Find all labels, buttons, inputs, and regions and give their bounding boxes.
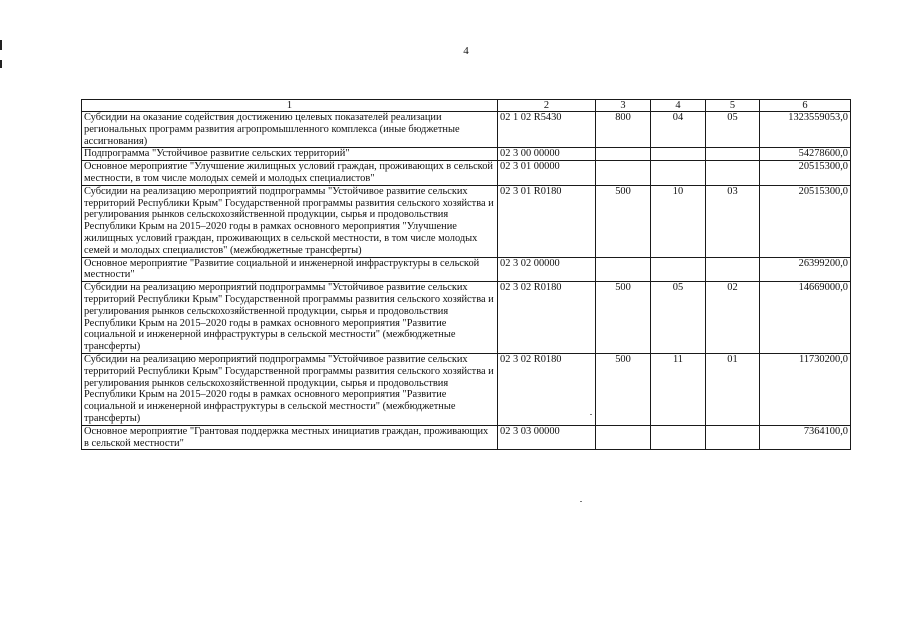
row-subsection: 05 [706, 112, 760, 148]
row-expense-type [596, 425, 651, 450]
row-expense-type [596, 257, 651, 282]
row-name: Основное мероприятие "Развитие социальной и инженерной инфраструктуры в сельской местности" [82, 257, 498, 282]
row-amount: 54278600,0 [760, 148, 851, 161]
row-expense-type: 500 [596, 353, 651, 425]
column-header: 1 [82, 100, 498, 112]
row-code: 02 1 02 R5430 [498, 112, 596, 148]
column-header: 2 [498, 100, 596, 112]
row-section [651, 161, 706, 186]
row-name: Основное мероприятие "Грантовая поддержка местных инициатив граждан, проживающих в сельской местности" [82, 425, 498, 450]
row-name: Субсидии на реализацию мероприятий подпрограммы "Устойчивое развитие сельских территорий Республики Крым" Государственной программы развития сельского хозяйства и регулирования рынков сельскохозяйственной продукции, сырья и продовольствия Республики Крым на 2015–2020 годы в рамках основного мероприятия "Развитие социальной и инженерной инфраструктуры в сельской местности" (межбюджетные трансферты) [82, 282, 498, 354]
row-amount: 14669000,0 [760, 282, 851, 354]
table-row [82, 161, 851, 186]
column-header: 3 [596, 100, 651, 112]
table-row [82, 425, 851, 450]
row-name: Основное мероприятие "Улучшение жилищных условий граждан, проживающих в сельской местности, в том числе молодых семей и молодых специалистов" [82, 161, 498, 186]
row-section: 04 [651, 112, 706, 148]
row-amount: 11730200,0 [760, 353, 851, 425]
row-amount: 26399200,0 [760, 257, 851, 282]
row-name: Субсидии на реализацию мероприятий подпрограммы "Устойчивое развитие сельских территорий Республики Крым" Государственной программы развития сельского хозяйства и регулирования рынков сельскохозяйственной продукции, сырья и продовольствия Республики Крым на 2015–2020 годы в рамках основного мероприятия "Улучшение жилищных условий граждан, проживающих в сельской местности, в том числе молодых семей и молодых специалистов" (межбюджетные трансферты) [82, 185, 498, 257]
column-header: 4 [651, 100, 706, 112]
scan-speck [580, 501, 582, 502]
row-name: Субсидии на реализацию мероприятий подпрограммы "Устойчивое развитие сельских территорий Республики Крым" Государственной программы развития сельского хозяйства и регулирования рынков сельскохозяйственной продукции, сырья и продовольствия Республики Крым на 2015–2020 годы в рамках основного мероприятия "Развитие социальной и инженерной инфраструктуры в сельской местности" (межбюджетные трансферты) [82, 353, 498, 425]
row-expense-type [596, 161, 651, 186]
table-row [82, 257, 851, 282]
row-subsection: 01 [706, 353, 760, 425]
table-row [82, 185, 851, 257]
row-expense-type: 500 [596, 282, 651, 354]
table-row [82, 148, 851, 161]
row-subsection: 03 [706, 185, 760, 257]
row-expense-type [596, 148, 651, 161]
row-expense-type: 800 [596, 112, 651, 148]
row-subsection [706, 257, 760, 282]
row-section [651, 148, 706, 161]
row-name: Субсидии на оказание содействия достижению целевых показателей реализации региональных программ развития агропромышленного комплекса (иные бюджетные ассигнования) [82, 112, 498, 148]
column-header: 5 [706, 100, 760, 112]
row-expense-type: 500 [596, 185, 651, 257]
row-subsection [706, 148, 760, 161]
row-section: 11 [651, 353, 706, 425]
row-code: 02 3 02 00000 [498, 257, 596, 282]
row-amount: 20515300,0 [760, 161, 851, 186]
row-subsection [706, 161, 760, 186]
scan-margin-mark [0, 60, 2, 68]
row-section: 05 [651, 282, 706, 354]
table-row [82, 282, 851, 354]
budget-table [81, 99, 851, 450]
row-code: 02 3 02 R0180 [498, 353, 596, 425]
row-code: 02 3 01 00000 [498, 161, 596, 186]
row-name: Подпрограмма "Устойчивое развитие сельских территорий" [82, 148, 498, 161]
row-subsection [706, 425, 760, 450]
row-code: 02 3 01 R0180 [498, 185, 596, 257]
table-row [82, 112, 851, 148]
row-section: 10 [651, 185, 706, 257]
row-amount: 20515300,0 [760, 185, 851, 257]
row-code: 02 3 00 00000 [498, 148, 596, 161]
row-amount: 1323559053,0 [760, 112, 851, 148]
scan-margin-mark [0, 40, 2, 50]
row-amount: 7364100,0 [760, 425, 851, 450]
page-number: 4 [463, 45, 469, 57]
row-code: 02 3 03 00000 [498, 425, 596, 450]
row-subsection: 02 [706, 282, 760, 354]
row-section [651, 425, 706, 450]
column-header: 6 [760, 100, 851, 112]
row-code: 02 3 02 R0180 [498, 282, 596, 354]
row-section [651, 257, 706, 282]
header-row [82, 100, 851, 112]
table-row [82, 353, 851, 425]
